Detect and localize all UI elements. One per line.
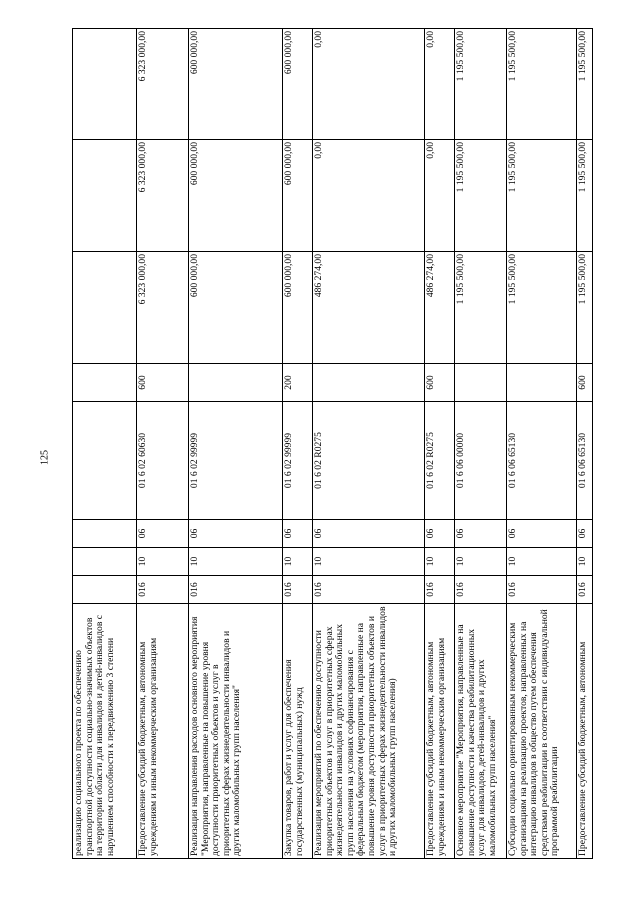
cell-name: Предоставление субсидий бюджетным, автономным учреждениям и иным некоммерческим организациям: [425, 604, 455, 859]
cell-y2: 6 323 000,00: [137, 140, 189, 252]
cell-csr: 01 6 02 R0275: [425, 402, 455, 520]
cell-y3: 1 195 500,00: [455, 29, 507, 140]
cell-vr: [507, 364, 577, 402]
cell-y2: 600 000,00: [283, 140, 313, 252]
cell-y2: 1 195 500,00: [577, 140, 593, 252]
cell-y1: 1 195 500,00: [507, 252, 577, 364]
cell-ved: 016: [283, 576, 313, 604]
table-row: [313, 29, 425, 859]
cell-y1: 6 323 000,00: [137, 252, 189, 364]
cell-name: Предоставление субсидий бюджетным, автономным: [577, 604, 593, 859]
cell-y1: 1 195 500,00: [455, 252, 507, 364]
cell-y3: 6 323 000,00: [137, 29, 189, 140]
cell-vr: 600: [577, 364, 593, 402]
budget-table: [72, 28, 593, 859]
table-row: [507, 29, 577, 859]
cell-vr: 600: [425, 364, 455, 402]
cell-name: Реализация мероприятий по обеспечению доступности приоритетных объектов и услуг в приоритетных сферах жизнедеятельности инвалидов и других маломобильных групп населения на условиях софинансирования с федеральным бюджетом (мероприятия, направленные на повышение уровня доступности приоритетных объектов и услуг в приоритетных сферах жизнедеятельности инвалидов и других маломобильных групп населения): [313, 604, 425, 859]
cell-ved: 016: [137, 576, 189, 604]
cell-vr: [73, 364, 137, 402]
cell-name: Реализация направления расходов основного мероприятия "Мероприятия, направленные на повышение уровня доступности приоритетных объектов и услуг в приоритетных сферах жизнедеятельности инвалидов и других маломобильных групп населения": [189, 604, 283, 859]
cell-rz: 10: [425, 548, 455, 576]
cell-vr: [313, 364, 425, 402]
cell-y1: 486 274,00: [425, 252, 455, 364]
cell-y2: [73, 140, 137, 252]
cell-rz: 10: [313, 548, 425, 576]
cell-ved: [73, 576, 137, 604]
cell-y2: 0,00: [313, 140, 425, 252]
cell-pr: 06: [137, 520, 189, 548]
cell-rz: 10: [283, 548, 313, 576]
cell-pr: 06: [189, 520, 283, 548]
budget-table-body: [73, 29, 593, 859]
cell-csr: 01 6 06 65130: [577, 402, 593, 520]
table-row: [425, 29, 455, 859]
cell-ved: 016: [189, 576, 283, 604]
cell-vr: 600: [137, 364, 189, 402]
cell-csr: [73, 402, 137, 520]
cell-name: Субсидии социально ориентированным некоммерческим организациям на реализацию проектов, направленных на интеграцию инвалидов в общество путем обеспечения средствами реабилитации в соответствии с индивидуальной программой реабилитации: [507, 604, 577, 859]
cell-pr: [73, 520, 137, 548]
cell-pr: 06: [283, 520, 313, 548]
cell-rz: [73, 548, 137, 576]
cell-csr: 01 6 02 R0275: [313, 402, 425, 520]
table-row: [283, 29, 313, 859]
cell-y2: 1 195 500,00: [455, 140, 507, 252]
cell-csr: 01 6 06 00000: [455, 402, 507, 520]
cell-y3: 0,00: [425, 29, 455, 140]
cell-y3: 1 195 500,00: [507, 29, 577, 140]
cell-name: Основное мероприятие "Мероприятия, направленные на повышение доступности и качества реабилитационных услуг для инвалидов, детей-инвалидов и других маломобильных групп населения": [455, 604, 507, 859]
rotated-page-content: [72, 29, 592, 859]
cell-csr: 01 6 02 60630: [137, 402, 189, 520]
table-row: [137, 29, 189, 859]
table-row: [577, 29, 593, 859]
cell-name: Закупка товаров, работ и услуг для обеспечения государственных (муниципальных) нужд: [283, 604, 313, 859]
page-number: 125: [39, 450, 51, 465]
cell-name: Предоставление субсидий бюджетным, автономным учреждениям и иным некоммерческим организациям: [137, 604, 189, 859]
table-row: [455, 29, 507, 859]
cell-ved: 016: [313, 576, 425, 604]
cell-y1: 600 000,00: [283, 252, 313, 364]
cell-y3: 0,00: [313, 29, 425, 140]
table-row: [73, 29, 137, 859]
cell-rz: 10: [577, 548, 593, 576]
cell-y1: [73, 252, 137, 364]
cell-csr: 01 6 02 99999: [189, 402, 283, 520]
cell-pr: 06: [425, 520, 455, 548]
cell-y2: 600 000,00: [189, 140, 283, 252]
cell-rz: 10: [455, 548, 507, 576]
cell-rz: 10: [189, 548, 283, 576]
cell-y2: 1 195 500,00: [507, 140, 577, 252]
cell-rz: 10: [137, 548, 189, 576]
cell-y1: 486 274,00: [313, 252, 425, 364]
cell-y1: 600 000,00: [189, 252, 283, 364]
cell-csr: 01 6 02 99999: [283, 402, 313, 520]
cell-ved: 016: [425, 576, 455, 604]
cell-pr: 06: [455, 520, 507, 548]
cell-rz: 10: [507, 548, 577, 576]
cell-pr: 06: [577, 520, 593, 548]
cell-y3: 600 000,00: [189, 29, 283, 140]
cell-ved: 016: [455, 576, 507, 604]
cell-vr: [189, 364, 283, 402]
cell-ved: 016: [577, 576, 593, 604]
cell-csr: 01 6 06 65130: [507, 402, 577, 520]
cell-name: реализацию социального проекта по обеспечению транспортной доступности социально-значимых объектов на территории области для инвалидов и детей-инвалидов с нарушением способности к передвижению 3 степени: [73, 604, 137, 859]
cell-pr: 06: [313, 520, 425, 548]
cell-y1: 1 195 500,00: [577, 252, 593, 364]
cell-vr: [455, 364, 507, 402]
cell-ved: 016: [507, 576, 577, 604]
cell-y2: 0,00: [425, 140, 455, 252]
table-row: [189, 29, 283, 859]
cell-y3: [73, 29, 137, 140]
cell-vr: 200: [283, 364, 313, 402]
cell-y3: 600 000,00: [283, 29, 313, 140]
cell-pr: 06: [507, 520, 577, 548]
cell-y3: 1 195 500,00: [577, 29, 593, 140]
